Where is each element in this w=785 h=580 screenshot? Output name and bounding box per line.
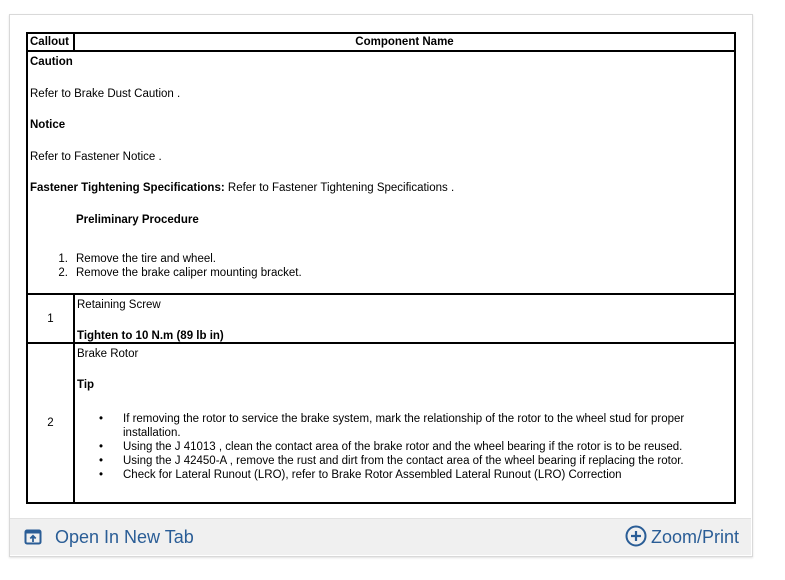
intro-row	[27, 51, 735, 294]
notice-text: Refer to Fastener Notice .	[30, 151, 162, 163]
callout-number: 1	[27, 294, 74, 343]
torque-spec: Tighten to 10 N.m (89 lb in)	[77, 330, 224, 342]
step-number: 2.	[58, 267, 68, 279]
table-row	[27, 294, 735, 343]
step-text: Remove the tire and wheel.	[76, 253, 216, 265]
list-item: • Using the J 41013 , clean the contact area of the brake rotor and the wheel bearing if the rotor is to be reused.	[99, 440, 719, 454]
caution-text: Refer to Brake Dust Caution .	[30, 88, 181, 100]
fastener-spec-label: Fastener Tightening Specifications:	[30, 182, 225, 194]
list-item: • If removing the rotor to service the brake system, mark the relationship of the rotor to the wheel stud for proper installation.	[99, 412, 719, 440]
callout-column-header: Callout	[27, 33, 74, 51]
callout-number: 2	[27, 343, 74, 503]
component-name-column-header: Component Name	[74, 33, 735, 51]
open-in-new-tab-label: Open In New Tab	[55, 527, 194, 547]
zoom-plus-icon	[625, 525, 647, 547]
caution-heading: Caution	[30, 56, 73, 68]
step-text: Remove the brake caliper mounting bracket.	[76, 267, 302, 279]
preliminary-steps-list	[50, 252, 302, 280]
component-cell	[74, 343, 735, 503]
tip-heading: Tip	[77, 379, 95, 391]
step-number: 1.	[58, 253, 68, 265]
component-cell	[74, 294, 735, 343]
table-row	[27, 343, 735, 503]
footer-bar	[10, 518, 751, 555]
list-item: • Check for Lateral Runout (LRO), refer to Brake Rotor Assembled Lateral Runout (LRO) Correction	[99, 468, 719, 482]
preliminary-procedure-heading: Preliminary Procedure	[76, 214, 199, 226]
procedure-table	[26, 32, 736, 504]
component-name: Retaining Screw	[77, 299, 161, 311]
fastener-spec-text: Refer to Fastener Tightening Specifications .	[224, 182, 455, 194]
list-item: • Using the J 42450-A , remove the rust and dirt from the contact area of the wheel bearing if replacing the rotor.	[99, 454, 719, 468]
table-header-row	[27, 33, 735, 51]
step-item	[50, 266, 302, 280]
fastener-spec-line	[30, 181, 454, 195]
notice-heading: Notice	[30, 119, 66, 131]
step-item	[50, 252, 302, 266]
tip-list	[99, 412, 719, 482]
component-name: Brake Rotor	[77, 348, 139, 360]
open-new-tab-icon	[24, 528, 42, 546]
intro-cell	[27, 51, 735, 294]
zoom-print-label: Zoom/Print	[651, 527, 740, 547]
